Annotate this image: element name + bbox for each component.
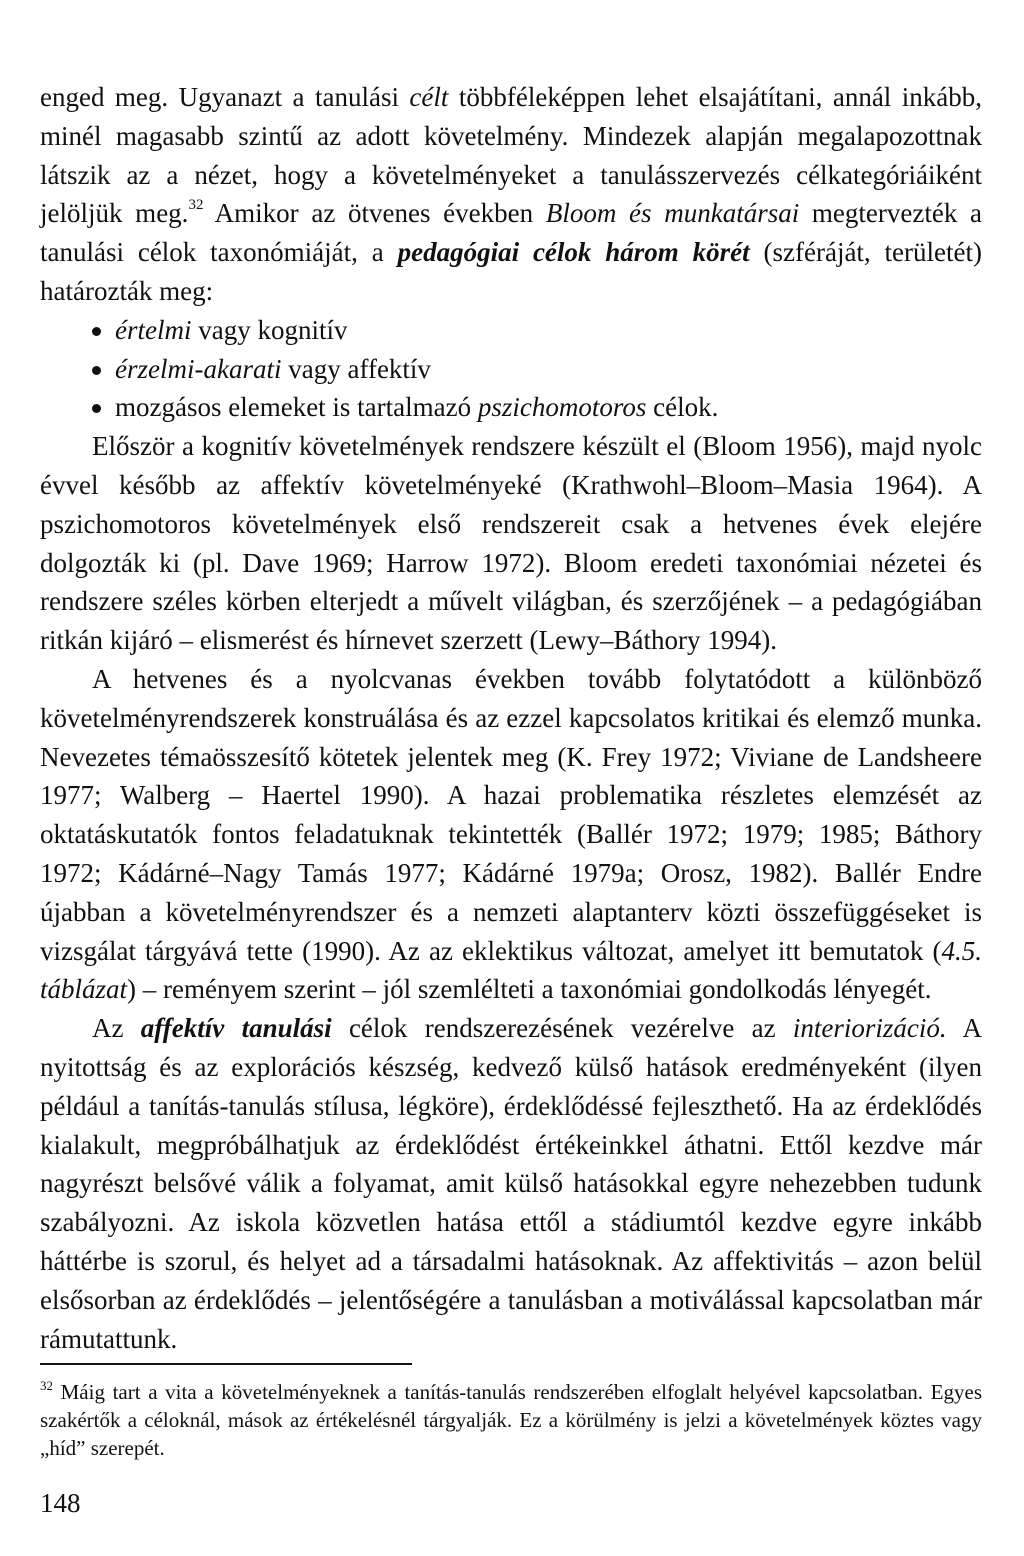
footnote-divider <box>40 1363 412 1365</box>
list-item <box>40 388 982 427</box>
text-run: Az <box>92 1013 141 1044</box>
text-run: ) – reményem szerint – jól szemlélteti a taxonómiai gondolkodás lényegét. <box>127 974 932 1005</box>
footnote <box>40 1378 982 1462</box>
paragraph-1 <box>40 78 982 311</box>
text-run: (szféráját, területét) határozták meg: <box>40 237 982 306</box>
goal-domains-list <box>40 311 982 427</box>
text-run: többféleképpen lehet elsajátítani, annál inkább, minél magasabb szintű az adott követelmény. Mindezek alapján megalapozottnak látszik az a nézet, hogy a követelményeket a tanulásszervezés célkategóriáiként jelöljük meg. <box>40 82 983 229</box>
list-item <box>40 311 982 350</box>
text-run: interiorizáció. <box>792 1013 947 1044</box>
footnote-text: Máig tart a vita a követelményeknek a tanítás-tanulás rendszerében elfoglalt helyével kapcsolatban. Egyes szakértők a céloknál, mások az értékelésnél tárgyalják. Ez a körülmény is jelzi a követelmények köztes vagy „híd” szerepét. <box>40 1380 982 1460</box>
text-run: mozgásos elemeket is tartalmazó <box>115 392 478 423</box>
paragraph-2 <box>40 427 982 660</box>
text-run: érzelmi-akarati <box>115 353 282 384</box>
footnote-ref: 32 <box>188 197 204 214</box>
footnote-marker: 32 <box>40 1378 53 1393</box>
text-run: célok rendszerezésének vezérelve az <box>331 1013 793 1044</box>
text-run: célok. <box>646 392 719 423</box>
text-run: A nyitottság és az explorációs készség, kedvező külső hatások eredményeként (ilyen például a tanítás-tanulás stílusa, légköre), érdeklődéssé fejleszthető. Ha az érdeklődés kialakult, megpróbálhatjuk az érdeklődést értékeinkkel áthatni. Ettől kezdve már nagyrészt belsővé válik a folyamat, amit külső hatásokkal egyre nehezebben tudunk szabályozni. Az iskola közvetlen hatása ettől a stádiumtól kezdve egyre inkább háttérbe is szorul, és helyet ad a társadalmi hatásoknak. Az affektivitás – azon belül elsősorban az érdeklődés – jelentőségére a tanulásban a motiválással kapcsolatban már rámutattunk. <box>40 1013 982 1354</box>
text-run: Először a kognitív követelmények rendszere készült el (Bloom 1956), majd nyolc évvel később az affektív követelményeké (Krathwohl–Bloom–Masia 1964). A pszichomotoros követelmények első rendszereit csak a hetvenes évek elejére dolgozták ki (pl. Dave 1969; Harrow 1972). Bloom eredeti taxonómiai nézetei és rendszere széles körben elterjedt a művelt világban, és szerzőjének – a pedagógiában ritkán kijáró – elismerést és hírnevet szerzett (Lewy–Báthory 1994). <box>40 431 982 656</box>
text-run: Bloom és munkatársai <box>545 198 800 229</box>
list-item <box>40 350 982 389</box>
text-run: megtervezték a tanulási célok taxonómiáját, a <box>40 198 983 268</box>
text-run: pszichomotoros <box>477 392 647 423</box>
text-run: célt <box>409 82 449 112</box>
text-run: 4.5. táblázat <box>40 935 982 1005</box>
text-run: affektív tanulási <box>140 1013 332 1044</box>
text-run: vagy kognitív <box>191 314 348 345</box>
text-run: értelmi <box>115 314 192 345</box>
text-run: vagy affektív <box>281 353 431 384</box>
text-run: enged meg. Ugyanazt a tanulási <box>40 82 410 112</box>
paragraph-4 <box>40 1009 982 1358</box>
text-run: pedagógiai célok három körét <box>397 237 750 268</box>
page-body <box>40 78 982 1358</box>
page-number: 148 <box>40 1488 81 1518</box>
text-run: A hetvenes és a nyolcvanas években tovább folytatódott a különböző követelményrendszerek konstruálása és az ezzel kapcsolatos kritikai és elemző munka. Nevezetes témaösszesítő kötetek jelentek meg (K. Frey 1972; Viviane de Landsheere 1977; Walberg – Haertel 1990). A hazai problematika részletes elemzését az oktatáskutatók fontos feladatuknak tekintették (Ballér 1972; 1979; 1985; Báthory 1972; Kádárné–Nagy Tamás 1977; Kádárné 1979a; Orosz, 1982). Ballér Endre újabban a követelményrendszer és a nemzeti alaptanterv közti összefüggéseket is vizsgálat tárgyává tette (1990). Az az eklektikus változat, amelyet itt bemutatok ( <box>40 663 982 966</box>
paragraph-3 <box>40 660 982 1009</box>
text-run: Amikor az ötvenes években <box>203 198 546 229</box>
